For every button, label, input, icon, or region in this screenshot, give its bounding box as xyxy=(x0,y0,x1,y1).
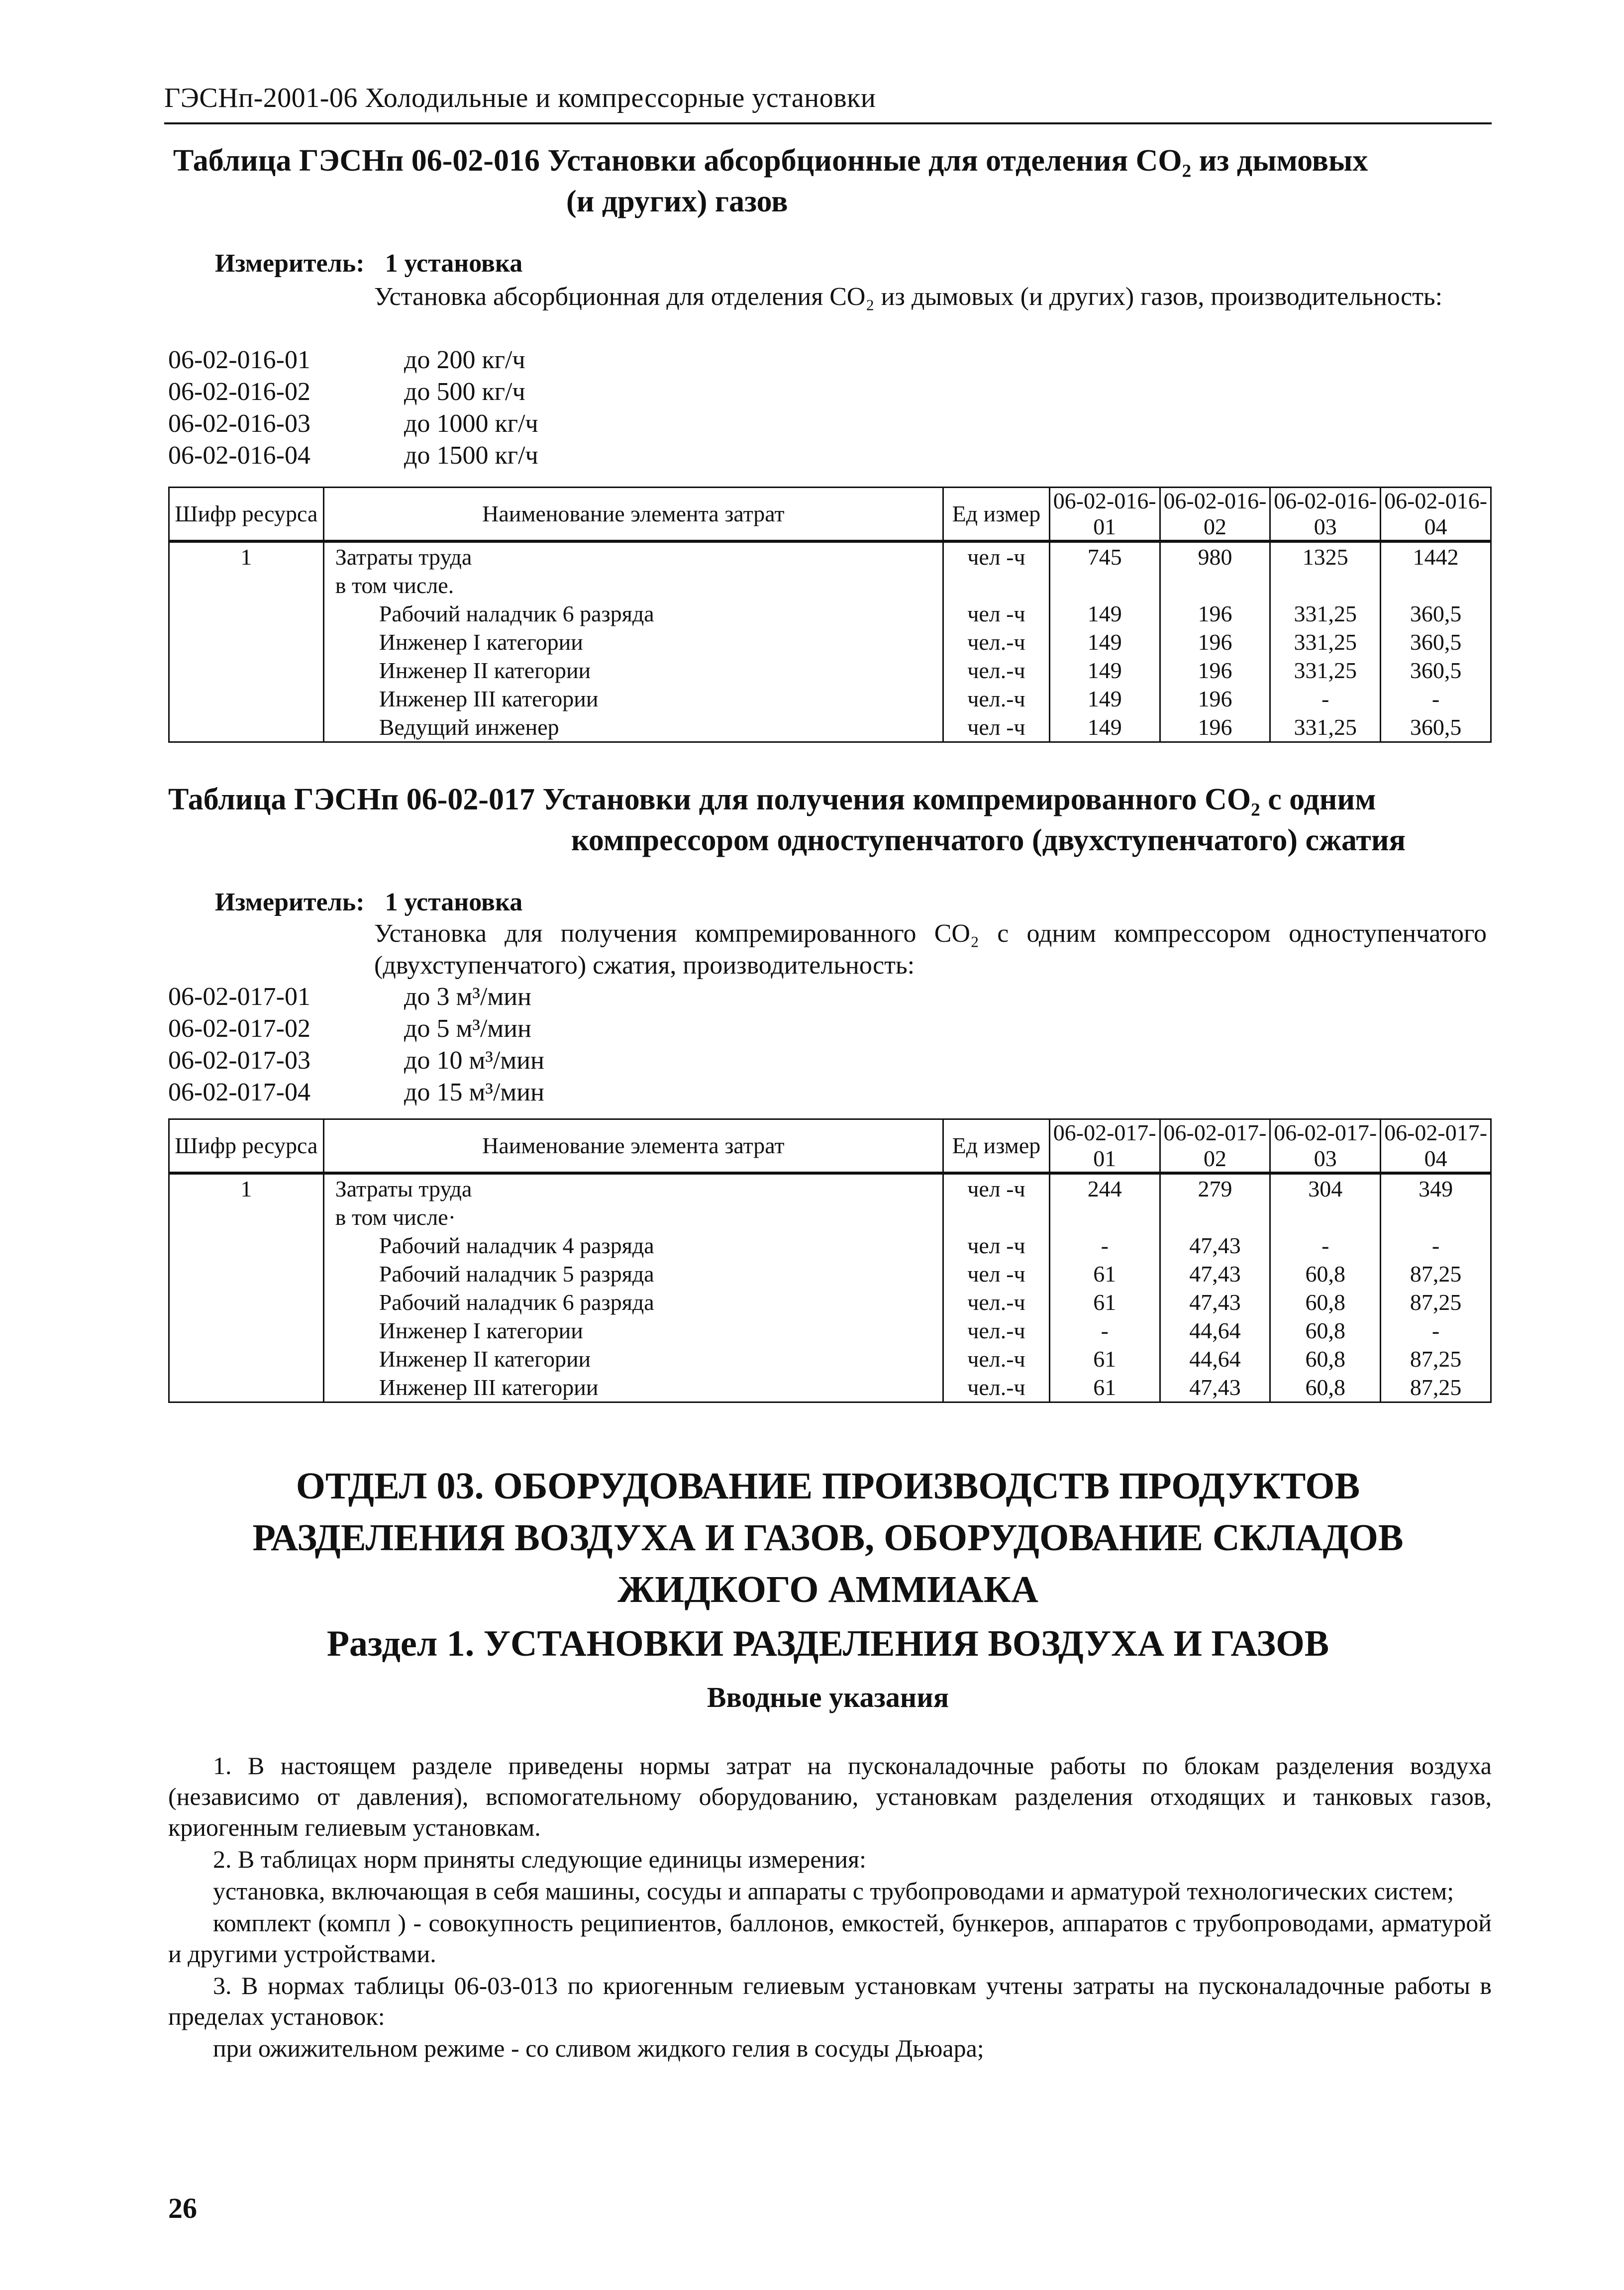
cell: чел.-ч xyxy=(943,656,1050,685)
col-header: Наименование элемента затрат xyxy=(323,1119,943,1174)
code: 06-02-017-02 xyxy=(168,1014,310,1043)
code-desc: до 10 м³/мин xyxy=(404,1046,544,1075)
cell xyxy=(1160,1203,1270,1231)
cell: 87,25 xyxy=(1381,1345,1491,1373)
cell: 149 xyxy=(1049,628,1160,656)
cell xyxy=(169,713,324,742)
cell: 149 xyxy=(1049,713,1160,742)
cell xyxy=(169,1316,324,1345)
code: 06-02-017-03 xyxy=(168,1046,310,1075)
table-row xyxy=(169,685,1491,713)
table2-title xyxy=(168,779,1512,861)
measure-label: Измеритель: xyxy=(215,249,365,278)
table-row xyxy=(169,1260,1491,1288)
cell: 149 xyxy=(1049,685,1160,713)
cell: в том числе· xyxy=(323,1203,943,1231)
table-row xyxy=(169,541,1491,571)
cell: 47,43 xyxy=(1160,1373,1270,1402)
col-header: 06-02-016-03 xyxy=(1270,488,1381,542)
paragraph: 2. В таблицах норм приняты следующие единицы измерения: xyxy=(213,1845,866,1873)
cell: Инженер III категории xyxy=(323,1373,943,1402)
table1-description: Установка абсорбционная для отделения CO₂ из дымовых (и других) газов, производительность: xyxy=(374,283,1443,311)
table-row xyxy=(169,713,1491,742)
table2-measure xyxy=(215,887,522,918)
cell: чел.-ч xyxy=(943,685,1050,713)
col-header: 06-02-017-03 xyxy=(1270,1119,1381,1174)
table-header-row xyxy=(169,488,1491,542)
code-row xyxy=(168,1013,531,1045)
table-row xyxy=(169,1231,1491,1260)
code: 06-02-017-01 xyxy=(168,983,310,1011)
table-row xyxy=(169,1316,1491,1345)
paragraph: установка, включающая в себя машины, сосуды и аппараты с трубопроводами и арматурой технологических систем; xyxy=(213,1877,1454,1905)
cell xyxy=(943,1203,1050,1231)
cell: чел -ч xyxy=(943,541,1050,571)
cell: - xyxy=(1049,1316,1160,1345)
col-header: Ед измер xyxy=(943,488,1050,542)
table2-description: Установка для получения компремированного CO₂ с одним компрессором одноступенчатого (двухступенчатого) сжатия, производительность: xyxy=(374,919,1487,980)
cell: Инженер III категории xyxy=(323,685,943,713)
cell: 360,5 xyxy=(1381,599,1491,628)
code-desc: до 500 кг/ч xyxy=(404,378,525,406)
cell: 87,25 xyxy=(1381,1288,1491,1316)
table-row xyxy=(169,1373,1491,1402)
cell: в том числе. xyxy=(323,571,943,599)
cell xyxy=(169,628,324,656)
cell: 196 xyxy=(1160,656,1270,685)
cell xyxy=(169,1288,324,1316)
running-header: ГЭСНп-2001-06 Холодильные и компрессорные установки xyxy=(164,83,876,113)
cell: 331,25 xyxy=(1270,628,1381,656)
table2-title-line1: Таблица ГЭСНп 06-02-017 Установки для получения компремированного CO₂ с одним xyxy=(168,783,1376,816)
table-row xyxy=(169,599,1491,628)
cell: 1442 xyxy=(1381,541,1491,571)
table-row xyxy=(169,656,1491,685)
cell xyxy=(1381,1203,1491,1231)
col-header: Шифр ресурса xyxy=(169,1119,324,1174)
cell: 1 xyxy=(169,1173,324,1203)
cell: 47,43 xyxy=(1160,1288,1270,1316)
cell: чел.-ч xyxy=(943,628,1050,656)
cell: Инженер I категории xyxy=(323,628,943,656)
cell xyxy=(169,1260,324,1288)
intro-paragraphs xyxy=(168,1750,1492,2064)
table-header-row xyxy=(169,1119,1491,1174)
table2 xyxy=(168,1118,1492,1403)
code-desc: до 3 м³/мин xyxy=(404,983,531,1011)
code-row xyxy=(168,408,538,440)
cell: Затраты труда xyxy=(323,1173,943,1203)
col-header: Шифр ресурса xyxy=(169,488,324,542)
table-row xyxy=(169,1345,1491,1373)
cell: Рабочий наладчик 4 разряда xyxy=(323,1231,943,1260)
code-desc: до 15 м³/мин xyxy=(404,1078,544,1106)
code-row xyxy=(168,1077,544,1108)
cell: 1325 xyxy=(1270,541,1381,571)
code-desc: до 1500 кг/ч xyxy=(404,441,538,470)
table-row xyxy=(169,1173,1491,1203)
measure-label: Измеритель: xyxy=(215,888,365,916)
table1-measure xyxy=(215,248,522,280)
table2-codes xyxy=(168,981,914,1108)
cell: 61 xyxy=(1049,1288,1160,1316)
cell: 360,5 xyxy=(1381,656,1491,685)
cell: - xyxy=(1381,1231,1491,1260)
cell xyxy=(943,571,1050,599)
cell: Рабочий наладчик 6 разряда xyxy=(323,1288,943,1316)
cell xyxy=(1270,1203,1381,1231)
table-row xyxy=(169,628,1491,656)
col-header: 06-02-017-04 xyxy=(1381,1119,1491,1174)
cell: 360,5 xyxy=(1381,628,1491,656)
cell: 47,43 xyxy=(1160,1260,1270,1288)
cell: чел -ч xyxy=(943,1231,1050,1260)
table1-title-line2: (и других) газов xyxy=(566,185,788,218)
cell: чел -ч xyxy=(943,1260,1050,1288)
intro-heading: Вводные указания xyxy=(707,1681,949,1713)
cell xyxy=(169,656,324,685)
cell xyxy=(1049,571,1160,599)
cell: 196 xyxy=(1160,599,1270,628)
cell: чел -ч xyxy=(943,599,1050,628)
col-header: Ед измер xyxy=(943,1119,1050,1174)
measure-value: 1 установка xyxy=(385,888,523,916)
cell: 196 xyxy=(1160,713,1270,742)
cell: - xyxy=(1270,1231,1381,1260)
cell: чел.-ч xyxy=(943,1373,1050,1402)
cell xyxy=(169,1345,324,1373)
cell: 60,8 xyxy=(1270,1373,1381,1402)
cell: 196 xyxy=(1160,685,1270,713)
cell xyxy=(169,571,324,599)
cell: 980 xyxy=(1160,541,1270,571)
code-row xyxy=(168,376,525,408)
cell: 60,8 xyxy=(1270,1288,1381,1316)
code-row xyxy=(168,1045,544,1077)
cell: чел -ч xyxy=(943,713,1050,742)
section-heading-line2: РАЗДЕЛЕНИЯ ВОЗДУХА И ГАЗОВ, ОБОРУДОВАНИЕ СКЛАДОВ xyxy=(252,1517,1404,1559)
cell: 149 xyxy=(1049,599,1160,628)
cell xyxy=(169,685,324,713)
cell: 44,64 xyxy=(1160,1345,1270,1373)
cell xyxy=(1381,571,1491,599)
cell: 331,25 xyxy=(1270,599,1381,628)
code-desc: до 1000 кг/ч xyxy=(404,409,538,438)
code-row xyxy=(168,440,538,472)
cell: Инженер II категории xyxy=(323,656,943,685)
code-row xyxy=(168,344,525,376)
code: 06-02-016-02 xyxy=(168,378,310,406)
col-header: 06-02-016-04 xyxy=(1381,488,1491,542)
cell: 61 xyxy=(1049,1345,1160,1373)
subsection-heading: Раздел 1. УСТАНОВКИ РАЗДЕЛЕНИЯ ВОЗДУХА И ГАЗОВ xyxy=(326,1623,1329,1664)
cell: 331,25 xyxy=(1270,656,1381,685)
code: 06-02-017-04 xyxy=(168,1078,310,1106)
table1-codes xyxy=(168,344,914,472)
cell: 60,8 xyxy=(1270,1316,1381,1345)
code-row xyxy=(168,981,531,1013)
cell: 360,5 xyxy=(1381,713,1491,742)
cell: 1 xyxy=(169,541,324,571)
cell: 87,25 xyxy=(1381,1260,1491,1288)
cell: Рабочий наладчик 5 разряда xyxy=(323,1260,943,1288)
cell: 196 xyxy=(1160,628,1270,656)
cell: 304 xyxy=(1270,1173,1381,1203)
measure-value: 1 установка xyxy=(385,249,523,278)
cell xyxy=(169,1203,324,1231)
cell: 279 xyxy=(1160,1173,1270,1203)
cell: Инженер I категории xyxy=(323,1316,943,1345)
table-row xyxy=(169,571,1491,599)
code-desc: до 5 м³/мин xyxy=(404,1014,531,1043)
cell: 349 xyxy=(1381,1173,1491,1203)
table1-title-line1: Таблица ГЭСНп 06-02-016 Установки абсорбционные для отделения CO₂ из дымовых xyxy=(173,144,1368,178)
cell xyxy=(169,1231,324,1260)
cell xyxy=(1270,571,1381,599)
header-rule xyxy=(164,122,1492,124)
cell: 331,25 xyxy=(1270,713,1381,742)
cell: 60,8 xyxy=(1270,1260,1381,1288)
cell: 61 xyxy=(1049,1260,1160,1288)
cell: - xyxy=(1049,1231,1160,1260)
cell xyxy=(1160,571,1270,599)
cell xyxy=(169,599,324,628)
paragraph: 1. В настоящем разделе приведены нормы затрат на пусконаладочные работы по блокам разделения воздуха (независимо от давления), вспомогательному оборудованию, установкам разделения отходящих и танковых газов, криогенным гелиевым установкам. xyxy=(168,1752,1492,1841)
cell: 745 xyxy=(1049,541,1160,571)
col-header: 06-02-016-01 xyxy=(1049,488,1160,542)
code: 06-02-016-04 xyxy=(168,441,310,470)
page-number: 26 xyxy=(168,2192,197,2224)
cell: 60,8 xyxy=(1270,1345,1381,1373)
col-header: Наименование элемента затрат xyxy=(323,488,943,542)
code: 06-02-016-01 xyxy=(168,346,310,374)
cell: - xyxy=(1381,685,1491,713)
section-heading-line1: ОТДЕЛ 03. ОБОРУДОВАНИЕ ПРОИЗВОДСТВ ПРОДУКТОВ xyxy=(296,1465,1360,1507)
cell: 44,64 xyxy=(1160,1316,1270,1345)
cell xyxy=(1049,1203,1160,1231)
cell: 149 xyxy=(1049,656,1160,685)
section-heading xyxy=(164,1460,1492,1615)
cell: чел.-ч xyxy=(943,1288,1050,1316)
cell: 244 xyxy=(1049,1173,1160,1203)
table1-title xyxy=(173,140,1517,222)
cell: чел -ч xyxy=(943,1173,1050,1203)
col-header: 06-02-016-02 xyxy=(1160,488,1270,542)
table-row xyxy=(169,1288,1491,1316)
cell: Ведущий инженер xyxy=(323,713,943,742)
cell: 47,43 xyxy=(1160,1231,1270,1260)
paragraph: комплект (компл ) - совокупность реципиентов, баллонов, емкостей, бункеров, аппаратов с трубопроводами, арматурой и другими устройствами. xyxy=(168,1909,1492,1968)
table-row xyxy=(169,1203,1491,1231)
cell: 61 xyxy=(1049,1373,1160,1402)
table2-title-line2: компрессором одноступенчатого (двухступенчатого) сжатия xyxy=(571,823,1406,857)
cell: чел.-ч xyxy=(943,1345,1050,1373)
cell: - xyxy=(1270,685,1381,713)
code-desc: до 200 кг/ч xyxy=(404,346,525,374)
col-header: 06-02-017-01 xyxy=(1049,1119,1160,1174)
cell: - xyxy=(1381,1316,1491,1345)
section-heading-line3: ЖИДКОГО АММИАКА xyxy=(617,1569,1038,1610)
paragraph: 3. В нормах таблицы 06-03-013 по криогенным гелиевым установкам учтены затраты на пусконаладочные работы в пределах установок: xyxy=(168,1972,1492,2030)
cell: Рабочий наладчик 6 разряда xyxy=(323,599,943,628)
cell: чел.-ч xyxy=(943,1316,1050,1345)
cell: 87,25 xyxy=(1381,1373,1491,1402)
paragraph: при ожижительном режиме - со сливом жидкого гелия в сосуды Дьюара; xyxy=(213,2034,984,2062)
cell: Инженер II категории xyxy=(323,1345,943,1373)
col-header: 06-02-017-02 xyxy=(1160,1119,1270,1174)
code: 06-02-016-03 xyxy=(168,409,310,438)
table1 xyxy=(168,487,1492,743)
cell xyxy=(169,1373,324,1402)
cell: Затраты труда xyxy=(323,541,943,571)
